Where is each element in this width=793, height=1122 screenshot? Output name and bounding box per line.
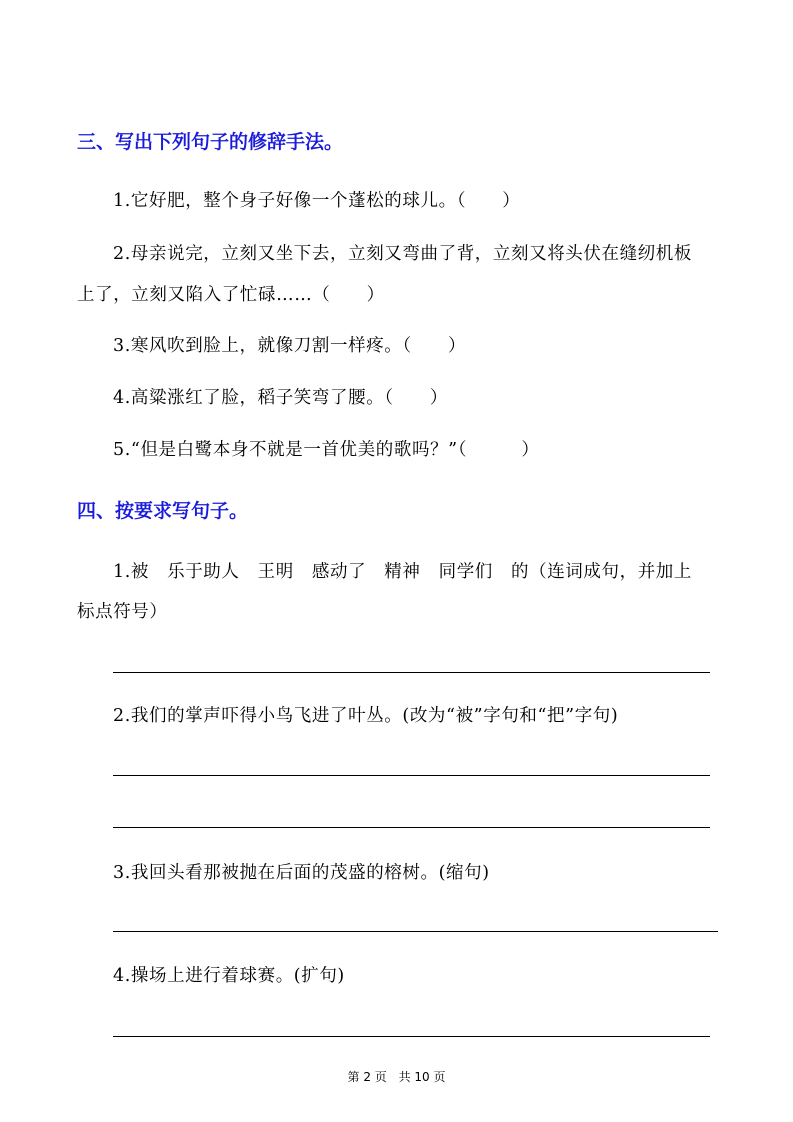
question-3-3: 3.寒风吹到脸上，就像刀割一样疼。（ ）	[113, 336, 467, 356]
page-number: 第 2 页	[347, 1070, 387, 1084]
question-4-3: 3.我回头看那被抛在后面的茂盛的榕树。(缩句)	[113, 863, 490, 883]
question-4-1-line2: 标点符号）	[77, 602, 168, 622]
question-3-4: 4.高粱涨红了脸，稻子笑弯了腰。（ ）	[113, 388, 448, 408]
answer-line[interactable]	[113, 672, 710, 673]
question-4-2: 2.我们的掌声吓得小鸟飞进了叶丛。(改为“被”字句和“把”字句)	[113, 706, 619, 726]
question-3-2-line2: 上了，立刻又陷入了忙碌……（ ）	[77, 285, 385, 305]
answer-line[interactable]	[113, 775, 710, 776]
page-total: 共 10 页	[398, 1070, 446, 1084]
question-4-4: 4.操场上进行着球赛。(扩句)	[113, 966, 345, 986]
section4-title: 四、按要求写句子。	[77, 500, 249, 522]
question-3-1: 1.它好肥，整个身子好像一个蓬松的球儿。（ ）	[113, 191, 521, 211]
answer-line[interactable]	[113, 1036, 710, 1037]
question-3-5: 5.“但是白鹭本身不就是一首优美的歌吗？”（ ）	[113, 440, 540, 460]
answer-line[interactable]	[113, 931, 718, 932]
section3-title: 三、写出下列句子的修辞手法。	[77, 131, 344, 153]
answer-line[interactable]	[113, 827, 710, 828]
question-4-1-line1: 1.被 乐于助人 王明 感动了 精神 同学们 的（连词成句，并加上	[113, 562, 692, 582]
question-3-2-line1: 2.母亲说完，立刻又坐下去，立刻又弯曲了背，立刻又将头伏在缝纫机板	[113, 244, 692, 264]
page-footer	[0, 1068, 793, 1085]
